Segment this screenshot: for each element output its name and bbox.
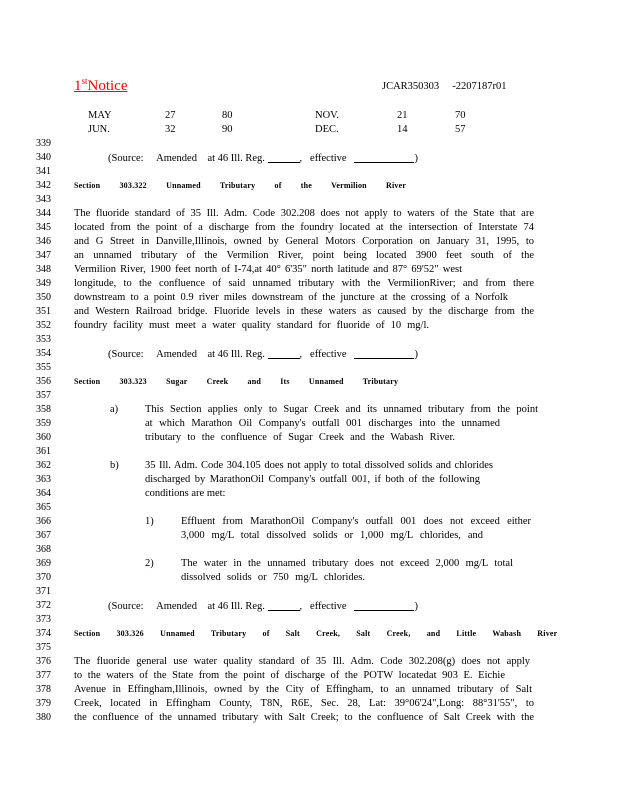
blank-line (354, 349, 414, 359)
source-note: (Source: Amended at 46 Ill. Reg. , effective ) (108, 601, 418, 612)
line-number: 351 (36, 306, 51, 317)
line-number: 374 (36, 628, 51, 639)
jcar-number: JCAR350303 (382, 81, 440, 92)
line-number: 375 (36, 642, 51, 653)
line-number: 363 (36, 474, 51, 485)
line-number: 373 (36, 614, 51, 625)
line-number: 356 (36, 376, 51, 387)
section-heading: Section 303.322 Unnamed Tributary of the Vermilion River (74, 181, 407, 190)
text-line: This Section applies only to Sugar Creek and its unnamed tributary from the point (145, 404, 538, 415)
text-line: conditions are met: (145, 488, 226, 499)
source-note: (Source: Amended at 46 Ill. Reg. , effective ) (108, 153, 418, 164)
line-number: 370 (36, 572, 51, 583)
line-number: 354 (36, 348, 51, 359)
line-number: 346 (36, 236, 51, 247)
text-line: dissolved solids or 750 mg/L chlorides. (181, 572, 365, 583)
document-id (382, 82, 507, 93)
condition-label: 2) (145, 558, 154, 569)
text-line: The water in the unnamed tributary does not exceed 2,000 mg/L total (181, 558, 513, 569)
line-number: 358 (36, 404, 51, 415)
month-value: 57 (455, 124, 466, 135)
line-number: 376 (36, 656, 51, 667)
text-line: and G Street in Danville,Illinois, owned by General Motors Corporation on January 31, 1995, to (74, 236, 534, 247)
text-line: longitude, to the confluence of said unnamed tributary with the VermilionRiver; and from there (74, 278, 534, 289)
line-number: 377 (36, 670, 51, 681)
line-number: 378 (36, 684, 51, 695)
line-number: 342 (36, 180, 51, 191)
line-number: 348 (36, 264, 51, 275)
line-number: 380 (36, 712, 51, 723)
line-number: 369 (36, 558, 51, 569)
line-number: 339 (36, 138, 51, 149)
line-number: 372 (36, 600, 51, 611)
line-number: 366 (36, 516, 51, 527)
source-note: (Source: Amended at 46 Ill. Reg. , effective ) (108, 349, 418, 360)
line-number: 364 (36, 488, 51, 499)
text-line: downstream to a point 0.9 river miles downstream of the juncture at the crossing of a Norfolk (74, 292, 508, 303)
line-number: 343 (36, 194, 51, 205)
text-line: Avenue in Effingham,Illinois, owned by the City of Effingham, to an unnamed tributary of Salt (74, 684, 532, 695)
subsection-label: b) (110, 460, 119, 471)
text-line: the confluence of the unnamed tributary with Salt Creek; to the confluence of Salt Creek with the (74, 712, 534, 723)
month-cell: MAY (88, 110, 112, 121)
line-number: 365 (36, 502, 51, 513)
line-number: 345 (36, 222, 51, 233)
text-line: to the waters of the State from the point of discharge of the POTW locatedat 903 E. Eichie (74, 670, 505, 681)
notice-number: 1 (74, 78, 82, 94)
month-value: 14 (397, 124, 408, 135)
text-line: The fluoride general use water quality standard of 35 Ill. Adm. Code 302.208(g) does not apply (74, 656, 530, 667)
blank-line (354, 601, 414, 611)
line-number: 344 (36, 208, 51, 219)
line-number: 360 (36, 432, 51, 443)
notice-word: Notice (87, 78, 128, 94)
text-line: Creek, located in Effingham County, T8N, R6E, Sec. 28, Lat: 39°06'24",Long: 88°31'55", to (74, 698, 534, 709)
month-value: 27 (165, 110, 176, 121)
line-number: 371 (36, 586, 51, 597)
blank-line (268, 349, 300, 359)
text-line: Effluent from MarathonOil Company's outfall 001 does not exceed either (181, 516, 531, 527)
month-value: 21 (397, 110, 408, 121)
blank-line (354, 153, 414, 163)
month-value: 70 (455, 110, 466, 121)
month-cell: NOV. (315, 110, 340, 121)
line-number: 362 (36, 460, 51, 471)
line-number: 361 (36, 446, 51, 457)
line-number: 368 (36, 544, 51, 555)
line-number: 347 (36, 250, 51, 261)
text-line: Vermilion River, 1900 feet north of I-74,at 40° 6'35" north latitude and 87° 69'52" west (74, 264, 462, 275)
subsection-label: a) (110, 404, 119, 415)
text-line: at which Marathon Oil Company's outfall 001 discharges into the unnamed (145, 418, 500, 429)
line-number: 349 (36, 278, 51, 289)
text-line: located from the point of a discharge from the foundry located at the intersection of Interstate 74 (74, 222, 534, 233)
month-value: 32 (165, 124, 176, 135)
text-line: an unnamed tributary of the Vermilion River, point being located 3900 feet south of the (74, 250, 534, 261)
condition-label: 1) (145, 516, 154, 527)
blank-line (268, 153, 300, 163)
month-value: 80 (222, 110, 233, 121)
jcar-code: -2207187r01 (452, 81, 507, 92)
blank-line (268, 601, 300, 611)
month-value: 90 (222, 124, 233, 135)
text-line: The fluoride standard of 35 Ill. Adm. Code 302.208 does not apply to waters of the State that are (74, 208, 534, 219)
text-line: and Western Railroad bridge. Fluoride levels in these waters as caused by the discharge from the (74, 306, 534, 317)
notice-heading (74, 77, 138, 94)
month-cell: DEC. (315, 124, 339, 135)
line-number: 355 (36, 362, 51, 373)
text-line: tributary to the confluence of Sugar Creek and the Wabash River. (145, 432, 455, 443)
line-number: 353 (36, 334, 51, 345)
line-number: 350 (36, 292, 51, 303)
line-number: 367 (36, 530, 51, 541)
line-number: 359 (36, 418, 51, 429)
section-heading: Section 303.326 Unnamed Tributary of Salt Creek, Salt Creek, and Little Wabash River (74, 629, 558, 638)
text-line: foundry facility must meet a water quality standard for fluoride of 10 mg/l. (74, 320, 429, 331)
text-line: 35 Ill. Adm. Code 304.105 does not apply to total dissolved solids and chlorides (145, 460, 493, 471)
line-number: 341 (36, 166, 51, 177)
line-number: 352 (36, 320, 51, 331)
text-line: discharged by MarathonOil Company's outfall 001, if both of the following (145, 474, 480, 485)
notice-ordinal: st (81, 76, 88, 86)
line-number: 340 (36, 152, 51, 163)
line-number: 379 (36, 698, 51, 709)
section-heading: Section 303.323 Sugar Creek and Its Unnamed Tributary (74, 377, 399, 386)
line-number: 357 (36, 390, 51, 401)
month-cell: JUN. (88, 124, 110, 135)
text-line: 3,000 mg/L total dissolved solids or 1,000 mg/L chlorides, and (181, 530, 483, 541)
